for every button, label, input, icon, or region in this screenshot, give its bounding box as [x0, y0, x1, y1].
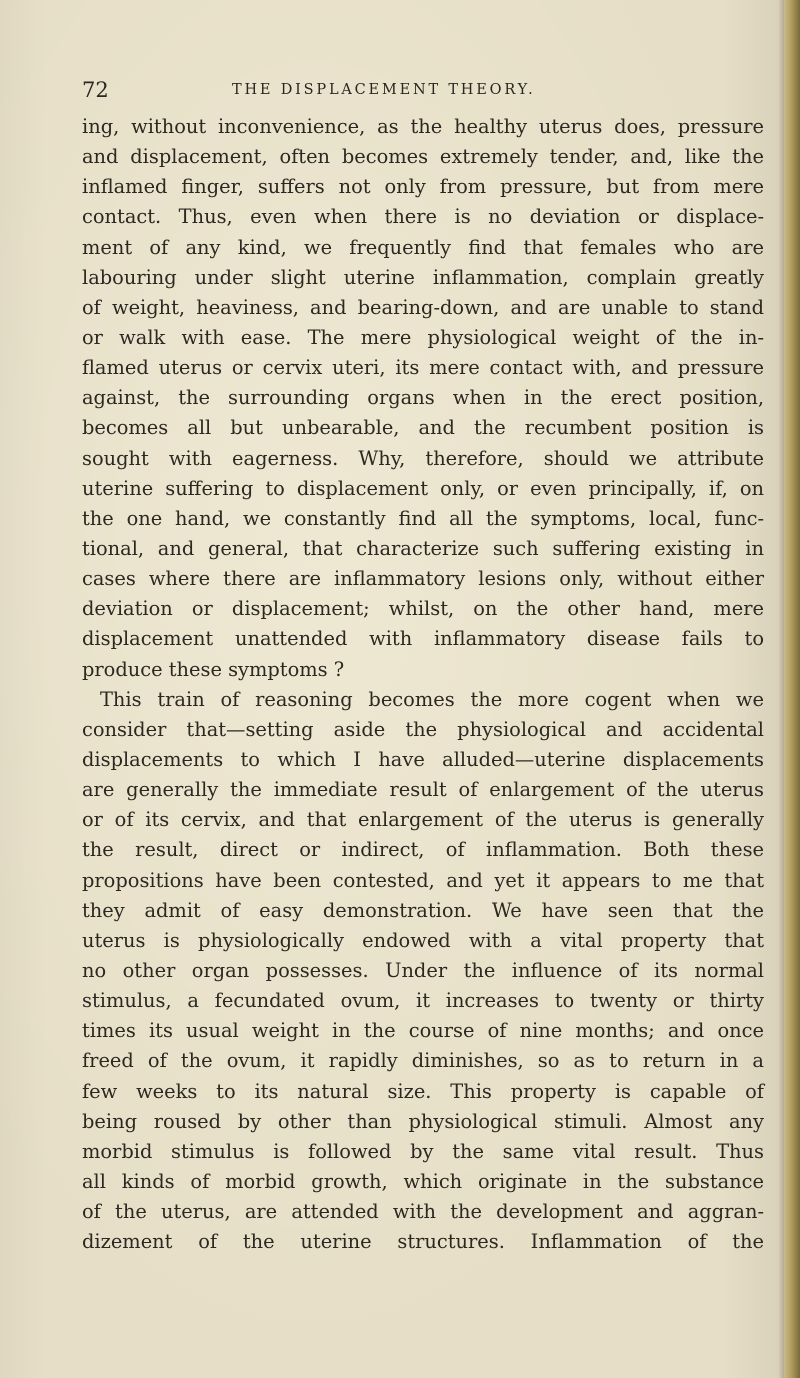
page-header [82, 78, 764, 104]
text-line: times its usual weight in the course of nine months; and once [82, 1019, 764, 1043]
text-line: cases where there are inflammatory lesions only, without either [82, 567, 764, 591]
text-line: ing, without inconvenience, as the healthy uterus does, pressure [82, 115, 764, 138]
book-spine-edge [784, 0, 800, 1378]
paragraph-end-line: produce these symptoms ? [82, 657, 345, 681]
text-line: the result, direct or indirect, of inflammation. Both these [82, 838, 764, 862]
text-line: and displacement, often becomes extremely tender, and, like the [82, 145, 764, 169]
paragraph-start-line: This train of reasoning becomes the more cogent when we [100, 687, 764, 711]
text-line: deviation or displacement; whilst, on the other hand, mere [82, 597, 764, 621]
running-title: THE DISPLACEMENT THEORY. [232, 82, 536, 98]
text-line: or walk with ease. The mere physiological weight of the in- [82, 325, 764, 349]
text-line: or of its cervix, and that enlargement of the uterus is generally [82, 808, 764, 832]
text-line: dizement of the uterine structures. Inflammation of the [82, 1230, 764, 1254]
text-line: labouring under slight uterine inflammation, complain greatly [82, 265, 764, 289]
text-line: sought with eagerness. Why, therefore, should we attribute [82, 446, 764, 470]
text-line: the one hand, we constantly find all the symptoms, local, func- [82, 506, 764, 530]
text-line: all kinds of morbid growth, which originate in the substance [82, 1169, 764, 1193]
text-line: displacement unattended with inflammatory disease fails to [82, 627, 764, 651]
text-line: of weight, heaviness, and bearing-down, and are unable to stand [82, 295, 764, 319]
text-line: ment of any kind, we frequently find that females who are [82, 235, 764, 259]
text-line: contact. Thus, even when there is no deviation or displace- [82, 205, 764, 229]
page-number: 72 [82, 78, 109, 102]
text-line: flamed uterus or cervix uteri, its mere contact with, and pressure [82, 356, 764, 380]
text-line: stimulus, a fecundated ovum, it increases to twenty or thirty [82, 989, 764, 1013]
body-text [82, 112, 764, 1257]
text-line: against, the surrounding organs when in the erect position, [82, 386, 764, 410]
text-line: morbid stimulus is followed by the same vital result. Thus [82, 1139, 764, 1163]
text-line: no other organ possesses. Under the influence of its normal [82, 958, 764, 982]
text-line: freed of the ovum, it rapidly diminishes, so as to return in a [82, 1049, 764, 1073]
text-line: they admit of easy demonstration. We have seen that the [82, 898, 764, 922]
text-line: displacements to which I have alluded—uterine displacements [82, 747, 764, 771]
text-line: uterine suffering to displacement only, or even principally, if, on [82, 476, 764, 500]
text-line: consider that—setting aside the physiological and accidental [82, 717, 764, 741]
text-line: tional, and general, that characterize such suffering existing in [82, 536, 764, 560]
text-line: being roused by other than physiological stimuli. Almost any [82, 1109, 764, 1133]
text-line: becomes all but unbearable, and the recumbent position is [82, 416, 764, 440]
text-line: of the uterus, are attended with the development and aggran- [82, 1200, 764, 1224]
text-line: propositions have been contested, and yet it appears to me that [82, 868, 764, 892]
text-line: inflamed finger, suffers not only from pressure, but from mere [82, 175, 764, 199]
text-line: are generally the immediate result of enlargement of the uterus [82, 778, 764, 802]
text-line: uterus is physiologically endowed with a vital property that [82, 928, 764, 952]
text-line: few weeks to its natural size. This property is capable of [82, 1079, 764, 1103]
